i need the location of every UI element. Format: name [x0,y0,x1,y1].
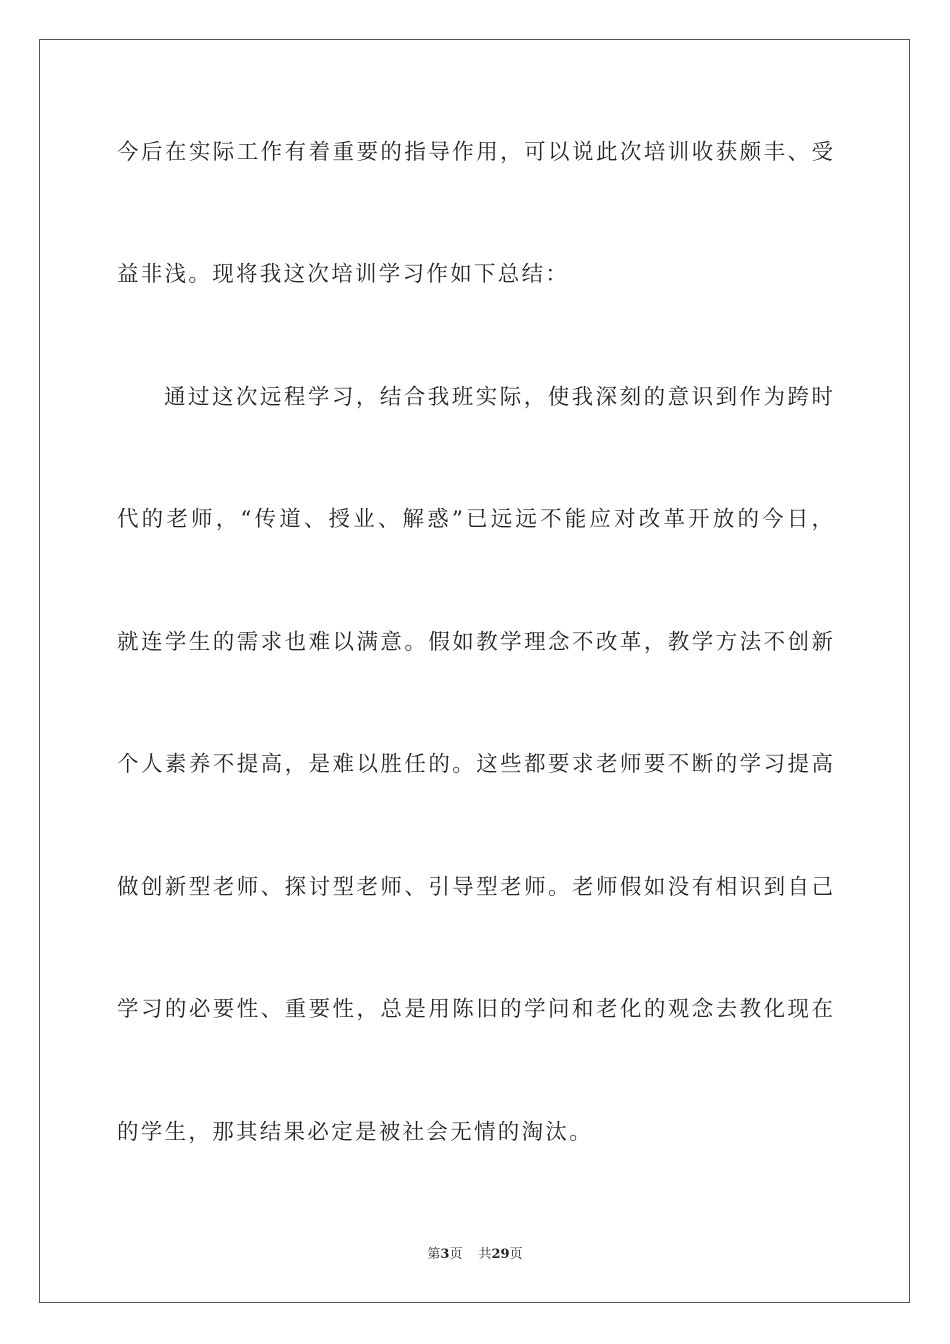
text-line-6: 个人素养不提高，是难以胜任的。这些都要求老师要不断的学习提高 [117,752,833,777]
total-pages: 29 [491,1247,510,1262]
total-prefix: 共 [478,1247,492,1262]
page-suffix: 页 [449,1247,463,1262]
text-line-8: 学习的必要性、重要性，总是用陈旧的学问和老化的观念去教化现在 [117,997,833,1022]
text-line-2: 益非浅。现将我这次培训学习作如下总结： [117,262,570,287]
total-suffix: 页 [509,1247,523,1262]
text-line-9: 的学生，那其结果必定是被社会无情的淘汰。 [117,1120,594,1145]
page-prefix: 第 [427,1247,441,1262]
page-number: 3 [440,1247,450,1262]
text-line-4: 代的老师，“传道、授业、解惑”已远远不能应对改革开放的今日， [117,507,833,532]
page-footer [0,1246,950,1264]
text-line-5: 就连学生的需求也难以满意。假如教学理念不改革，教学方法不创新 [117,630,833,655]
text-line-7: 做创新型老师、探讨型老师、引导型老师。老师假如没有相识到自己 [117,875,833,900]
text-line-3: 通过这次远程学习，结合我班实际，使我深刻的意识到作为跨时 [164,385,833,410]
text-line-1: 今后在实际工作有着重要的指导作用，可以说此次培训收获颇丰、受 [117,140,833,165]
page-border [39,39,910,1303]
